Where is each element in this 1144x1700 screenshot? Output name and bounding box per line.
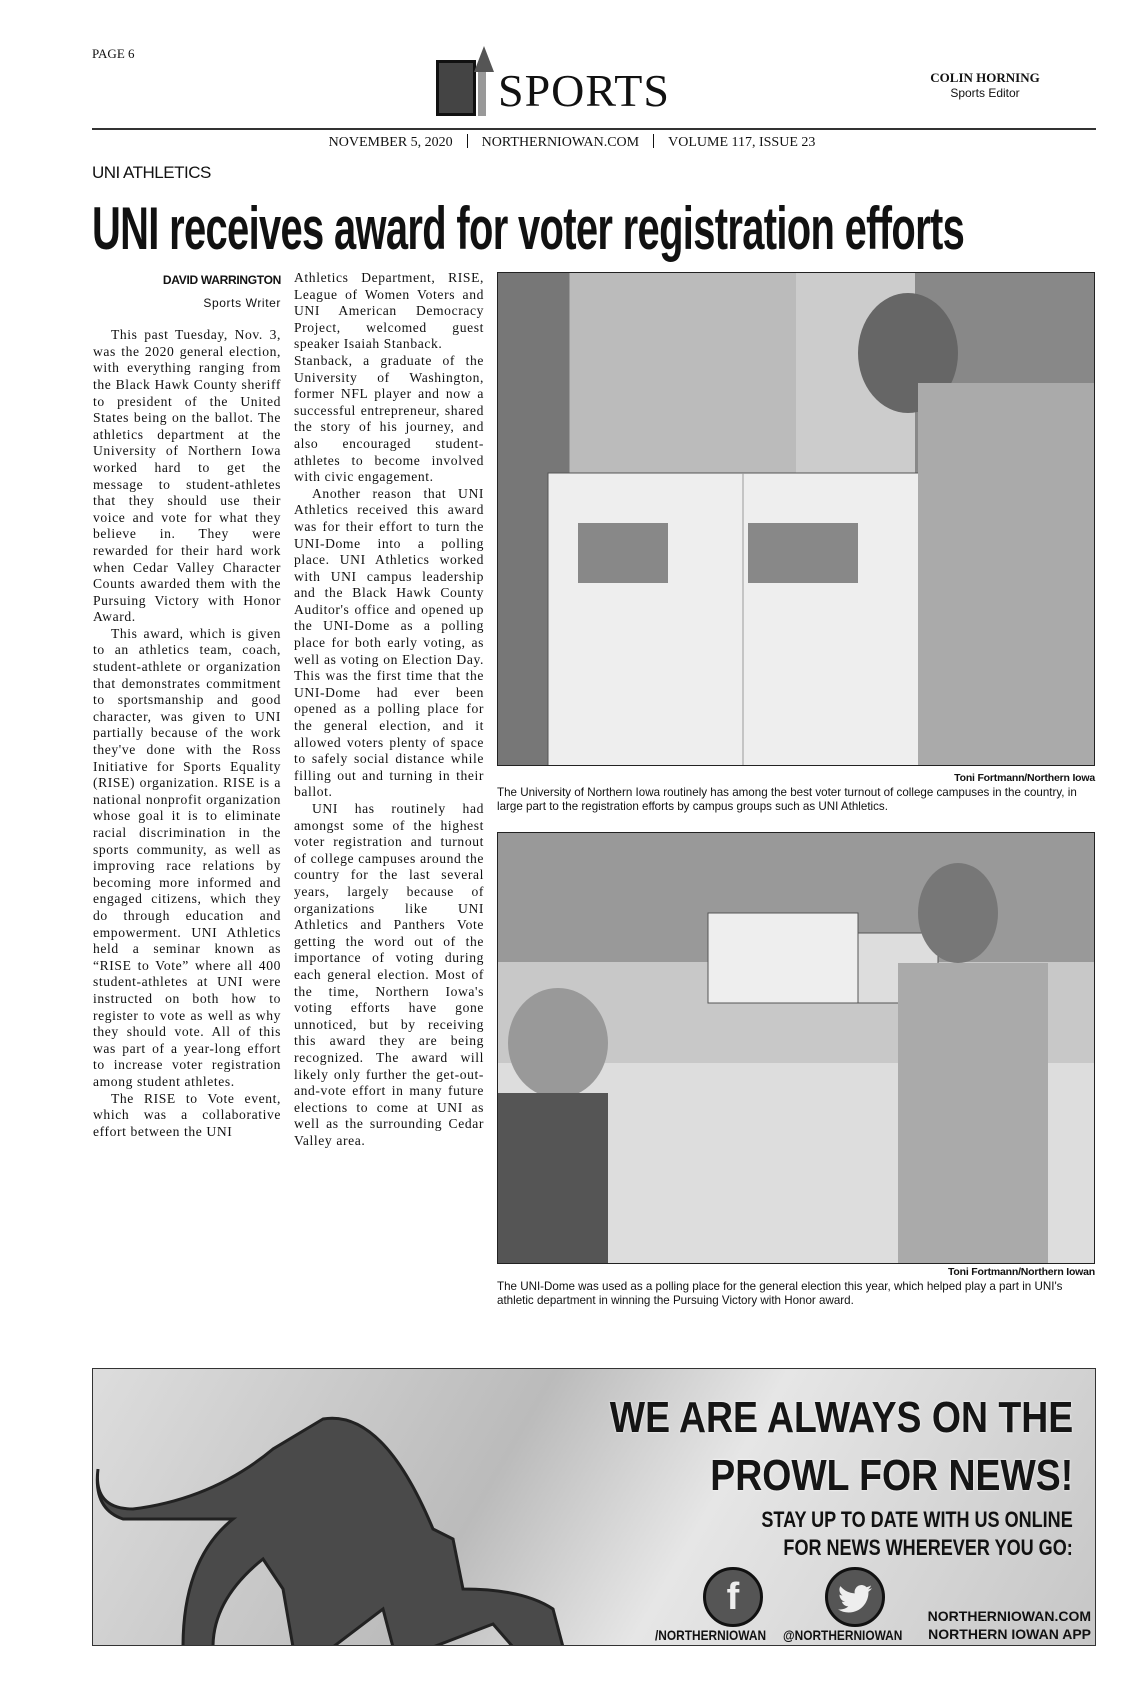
ad-subheadline bbox=[762, 1506, 1073, 1562]
ad-links bbox=[928, 1607, 1091, 1643]
logo-bar bbox=[478, 72, 486, 116]
paragraph: This past Tuesday, Nov. 3, was the 2020 general election, with everything ranging from the Black Hawk County sheriff to president of the United States being on the ballot. The athletics department at the University of Northern Iowa worked hard to get the message to student-athletes that they should use their voice and vote for what they believe in. They were rewarded for their hard work when Cedar Valley Character Counts awarded them with the Pursuing Victory with Honor Award. bbox=[93, 327, 281, 625]
article-column-2 bbox=[294, 270, 484, 1149]
northern-iowan-logo-icon bbox=[436, 60, 476, 116]
editor-role: Sports Editor bbox=[950, 86, 1020, 100]
ad-headline-line: WE ARE ALWAYS ON THE bbox=[609, 1393, 1073, 1442]
photo-credit: Toni Fortmann/Northern Iowan bbox=[947, 1266, 1095, 1278]
section-editor bbox=[900, 70, 1070, 100]
article-column-1 bbox=[93, 272, 281, 1140]
editor-name: COLIN HORNING bbox=[930, 70, 1040, 85]
polling-table-illustration bbox=[498, 833, 1095, 1264]
house-ad bbox=[92, 1368, 1096, 1646]
photo-caption: The University of Northern Iowa routinely has among the best voter turnout of college campuses in the country, in large part to the registration efforts by campus groups such as UNI Athletics. bbox=[497, 786, 1077, 813]
page-number: PAGE 6 bbox=[92, 46, 135, 61]
panther-icon bbox=[93, 1409, 653, 1646]
flag-icon bbox=[578, 523, 668, 583]
paragraph: UNI has routinely had amongst some of the highest voter registration and turnout of college campuses around the country for the last several years, largely because of organizations like UNI Athletics and Panthers Vote getting the word out of the importance of voting during each general election. Most of the time, Northern Iowa's voting efforts have gone unnoticed, but by receiving this award they are being recognized. The award will likely only further the get-out-and-vote effort in many future elections to come at UNI as well as the surrounding Cedar Valley area. bbox=[294, 801, 484, 1148]
photo-voting-booth bbox=[497, 272, 1095, 766]
ad-headline-line: PROWL FOR NEWS! bbox=[710, 1451, 1073, 1500]
photo-caption: The UNI-Dome was used as a polling place for the general election this year, which helped play a part in UNI's athletic department in winning the Pursuing Victory with Honor award. bbox=[497, 1280, 1063, 1307]
twitter-handle[interactable]: @NORTHERNIOWAN bbox=[783, 1627, 903, 1643]
author-role: Sports Writer bbox=[203, 295, 281, 310]
voting-booth-illustration bbox=[498, 273, 1095, 766]
facebook-handle[interactable]: /NORTHERNIOWAN bbox=[655, 1627, 767, 1643]
paragraph: The RISE to Vote event, which was a collaborative effort between the UNI bbox=[93, 1090, 281, 1139]
ad-subheadline-line: STAY UP TO DATE WITH US ONLINE bbox=[761, 1507, 1073, 1532]
ad-headline bbox=[610, 1389, 1073, 1505]
header-rule bbox=[92, 128, 1096, 130]
twitter-icon[interactable] bbox=[825, 1567, 885, 1627]
logo-arrow-icon bbox=[474, 46, 494, 72]
photo-poll-workers bbox=[497, 832, 1095, 1264]
photo-credit: Toni Fortmann/Northern Iowa bbox=[954, 772, 1095, 784]
divider bbox=[653, 134, 654, 148]
section-title: SPORTS bbox=[498, 65, 670, 116]
ad-subheadline-line: FOR NEWS WHEREVER YOU GO: bbox=[783, 1535, 1073, 1560]
dateline bbox=[0, 134, 1144, 151]
paragraph: Another reason that UNI Athletics received this award was for their effort to turn the UNI-Dome into a polling place. UNI Athletics worked with UNI campus leadership and the Black Hawk County Auditor's office and opened up the UNI-Dome as a polling place for both early voting, as well as voting on Election Day. This was the first time that the UNI-Dome had ever been opened as a polling place for the general election, and it allowed voters plenty of space to safely social distance while filling out and turning in their ballot. bbox=[294, 485, 484, 800]
website-link[interactable]: NORTHERNIOWAN.COM bbox=[927, 1608, 1091, 1624]
article-kicker: UNI ATHLETICS bbox=[92, 163, 211, 182]
author-name: DAVID WARRINGTON bbox=[162, 273, 281, 287]
paragraph: Athletics Department, RISE, League of Women Voters and UNI American Democracy Project, welcomed guest speaker Isaiah Stanback. bbox=[294, 270, 484, 352]
facebook-icon[interactable]: f bbox=[703, 1567, 763, 1627]
flag-icon bbox=[748, 523, 858, 583]
paragraph: Stanback, a graduate of the University of Washington, former NFL player and now a successful entrepreneur, shared the story of his journey, and also encouraged student-athletes to become involved with civic engagement. bbox=[294, 352, 484, 485]
volume-issue: VOLUME 117, ISSUE 23 bbox=[668, 135, 816, 150]
divider bbox=[467, 134, 468, 148]
paragraph: This award, which is given to an athletics team, coach, student-athlete or organization that demonstrates commitment to sportsmanship and good character, was given to UNI partially because of the work they've done with the Ross Initiative for Sports Equality (RISE) organization. RISE is a national nonprofit organization whose goal it is to eliminate racial discrimination in the sports community, as well as improving race relations by becoming more informed and engaged citizens, which they do through education and empowerment. UNI Athletics held a seminar known as “RISE to Vote” where all 400 student-athletes at UNI were instructed on both how to register to vote as well as why they should vote. All of this was part of a year-long effort to increase voter registration among student athletes. bbox=[93, 625, 281, 1089]
article-headline: UNI receives award for voter registration efforts bbox=[92, 195, 965, 262]
website-link[interactable]: NORTHERNIOWAN.COM bbox=[481, 135, 640, 150]
issue-date: NOVEMBER 5, 2020 bbox=[328, 135, 453, 150]
section-masthead bbox=[436, 46, 706, 118]
app-link[interactable]: NORTHERN IOWAN APP bbox=[928, 1626, 1091, 1642]
byline bbox=[93, 272, 281, 311]
